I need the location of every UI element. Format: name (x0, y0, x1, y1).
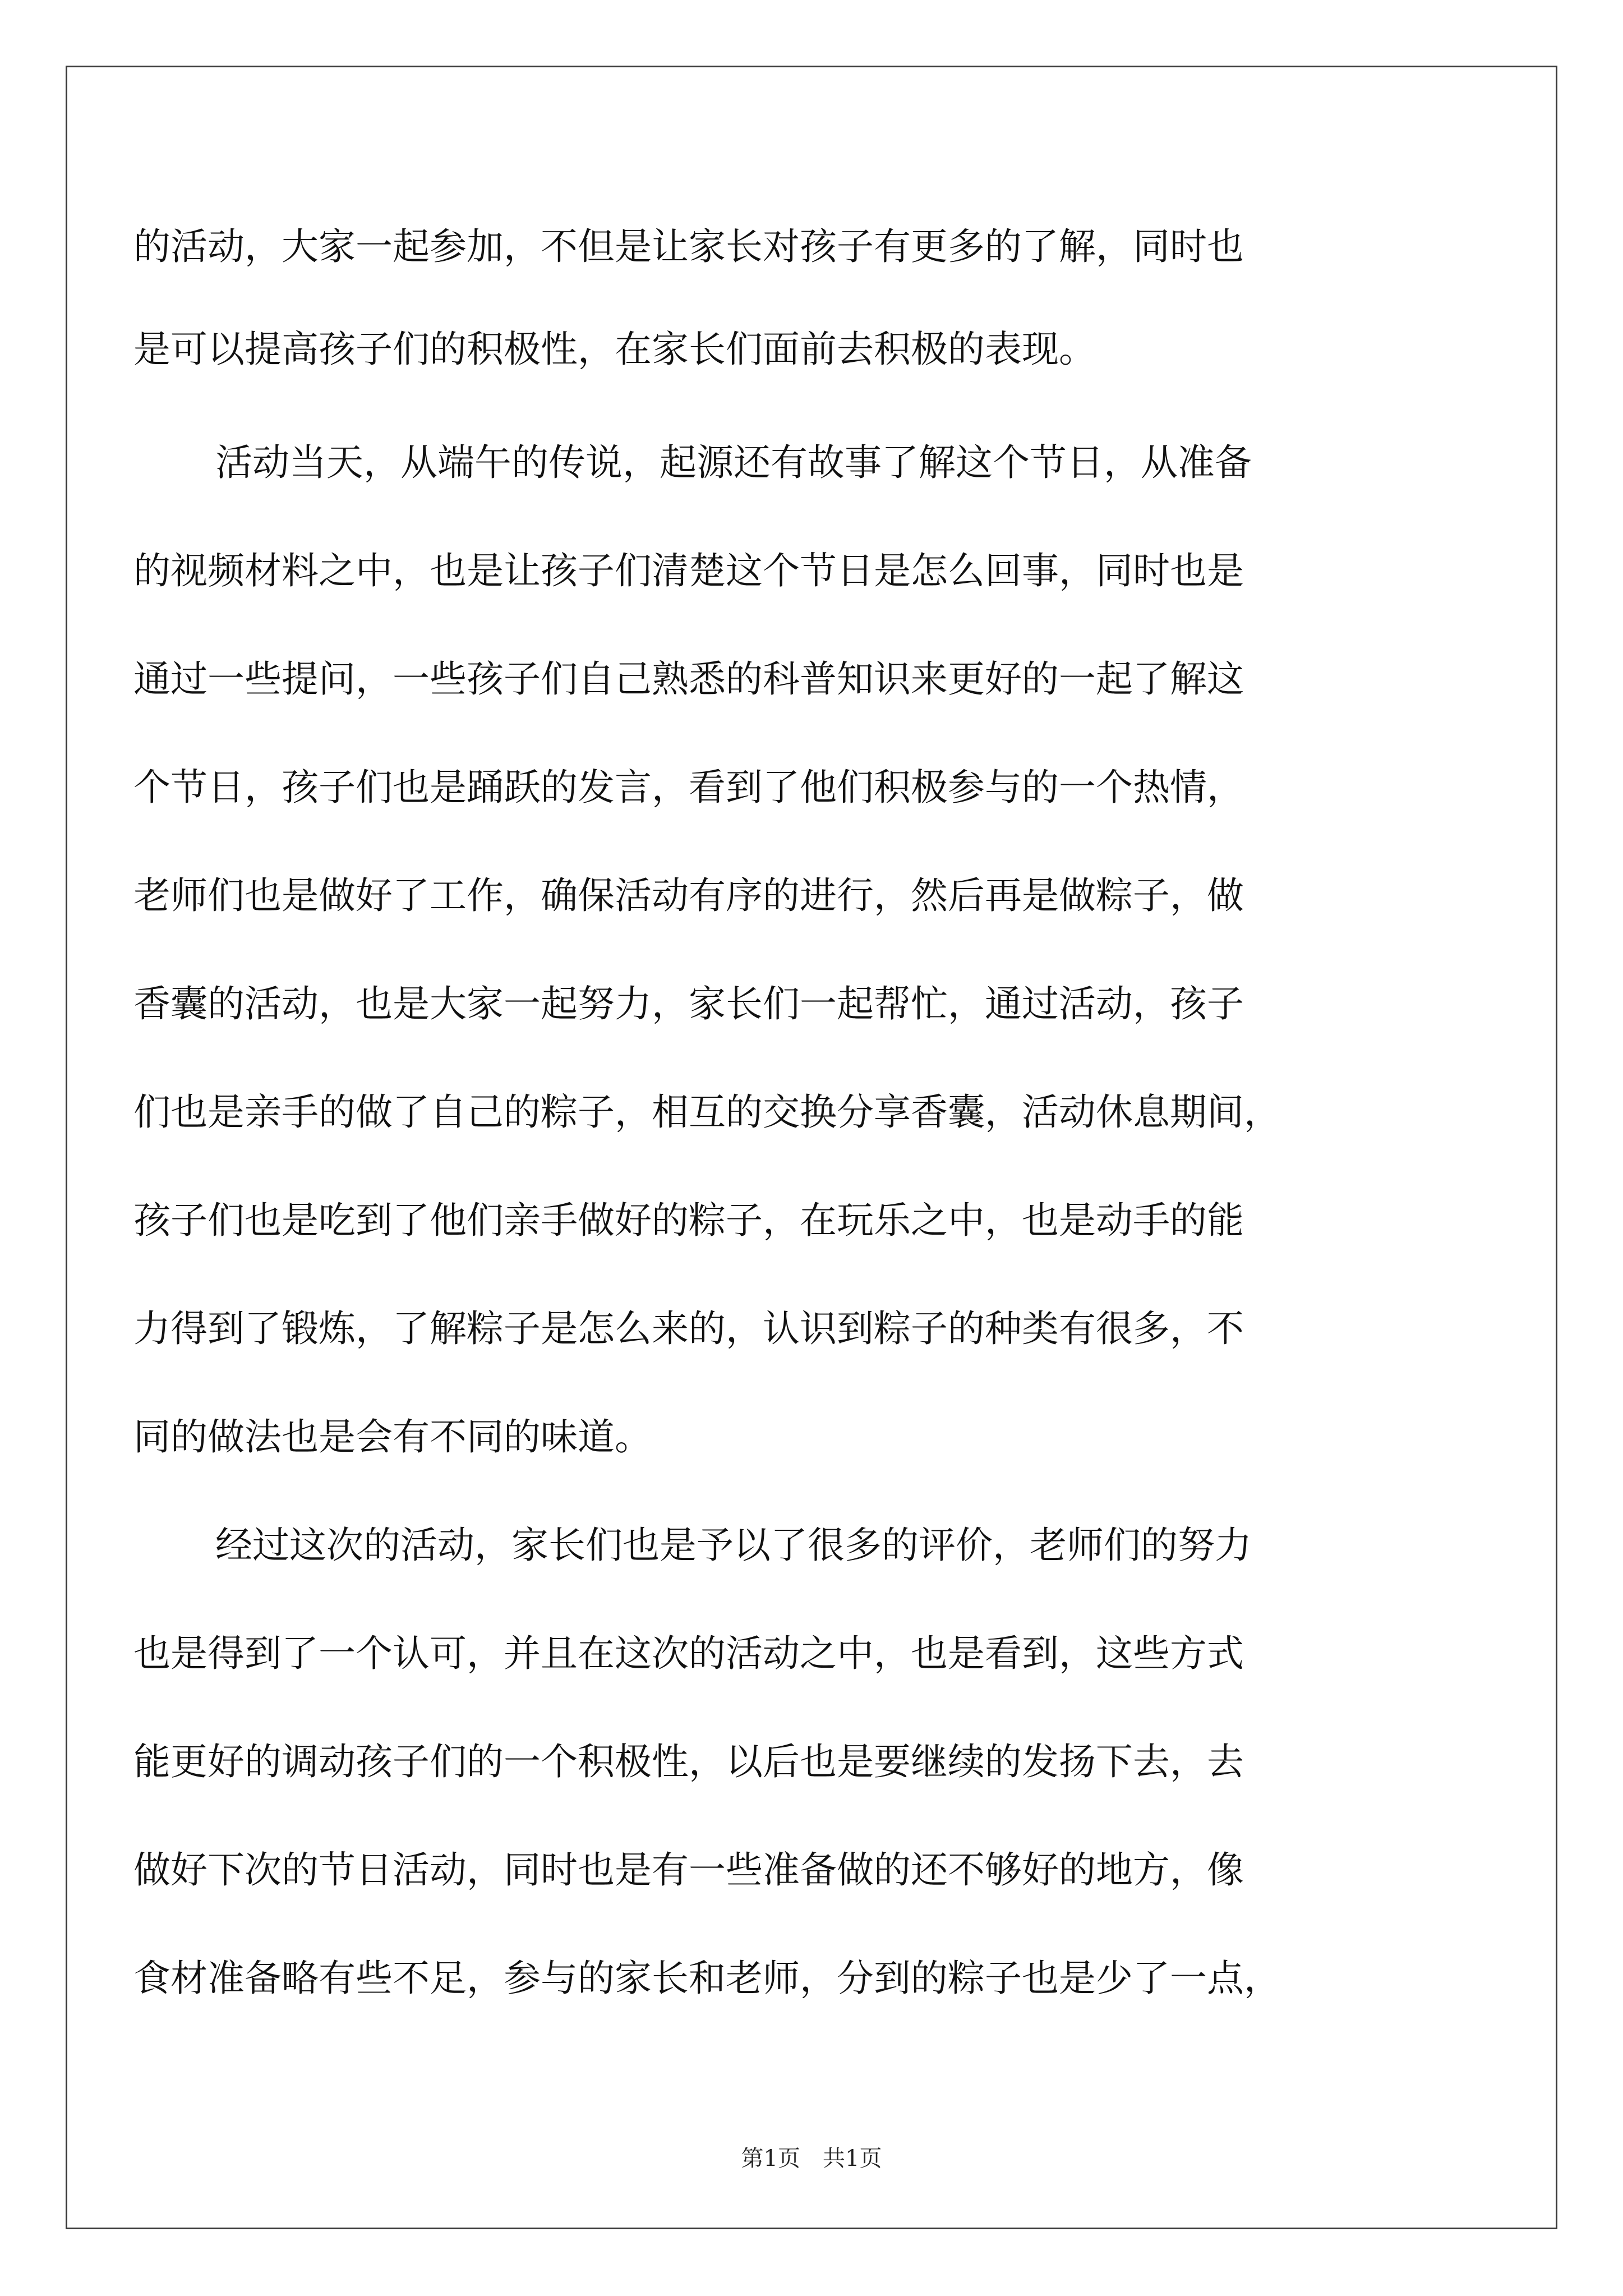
page-number-footer: 第1页 共1页 (741, 2146, 882, 2171)
paragraph-start-line: 活动当天，从端午的传说，起源还有故事了解这个节日，从准备 (215, 441, 1252, 484)
text-line: 是可以提高孩子们的积极性，在家长们面前去积极的表现。 (133, 328, 1096, 371)
text-line: 食材准备略有些不足，参与的家长和老师，分到的粽子也是少了一点， (133, 1957, 1281, 2000)
text-line: 们也是亲手的做了自己的粽子，相互的交换分享香囊，活动休息期间， (133, 1091, 1281, 1134)
text-line: 同的做法也是会有不同的味道。 (133, 1415, 652, 1458)
text-line: 孩子们也是吃到了他们亲手做好的粽子，在玩乐之中，也是动手的能 (133, 1199, 1244, 1242)
text-line: 个节日，孩子们也是踊跃的发言，看到了他们积极参与的一个热情， (133, 766, 1244, 809)
text-line: 的活动，大家一起参加，不但是让家长对孩子有更多的了解，同时也 (133, 225, 1244, 268)
text-line: 老师们也是做好了工作，确保活动有序的进行，然后再是做粽子，做 (133, 874, 1244, 917)
page-border (66, 66, 1557, 2229)
paragraph-start-line: 经过这次的活动，家长们也是予以了很多的评价，老师们的努力 (215, 1524, 1252, 1567)
text-line: 通过一些提问，一些孩子们自己熟悉的科普知识来更好的一起了解这 (133, 657, 1244, 701)
text-line: 力得到了锻炼，了解粽子是怎么来的，认识到粽子的种类有很多，不 (133, 1307, 1244, 1350)
text-line: 做好下次的节日活动，同时也是有一些准备做的还不够好的地方，像 (133, 1848, 1244, 1892)
text-line: 也是得到了一个认可，并且在这次的活动之中，也是看到，这些方式 (133, 1632, 1244, 1675)
text-line: 香囊的活动，也是大家一起努力，家长们一起帮忙，通过活动，孩子 (133, 982, 1244, 1025)
text-line: 能更好的调动孩子们的一个积极性，以后也是要继续的发扬下去，去 (133, 1740, 1244, 1783)
text-line: 的视频材料之中，也是让孩子们清楚这个节日是怎么回事，同时也是 (133, 549, 1244, 592)
